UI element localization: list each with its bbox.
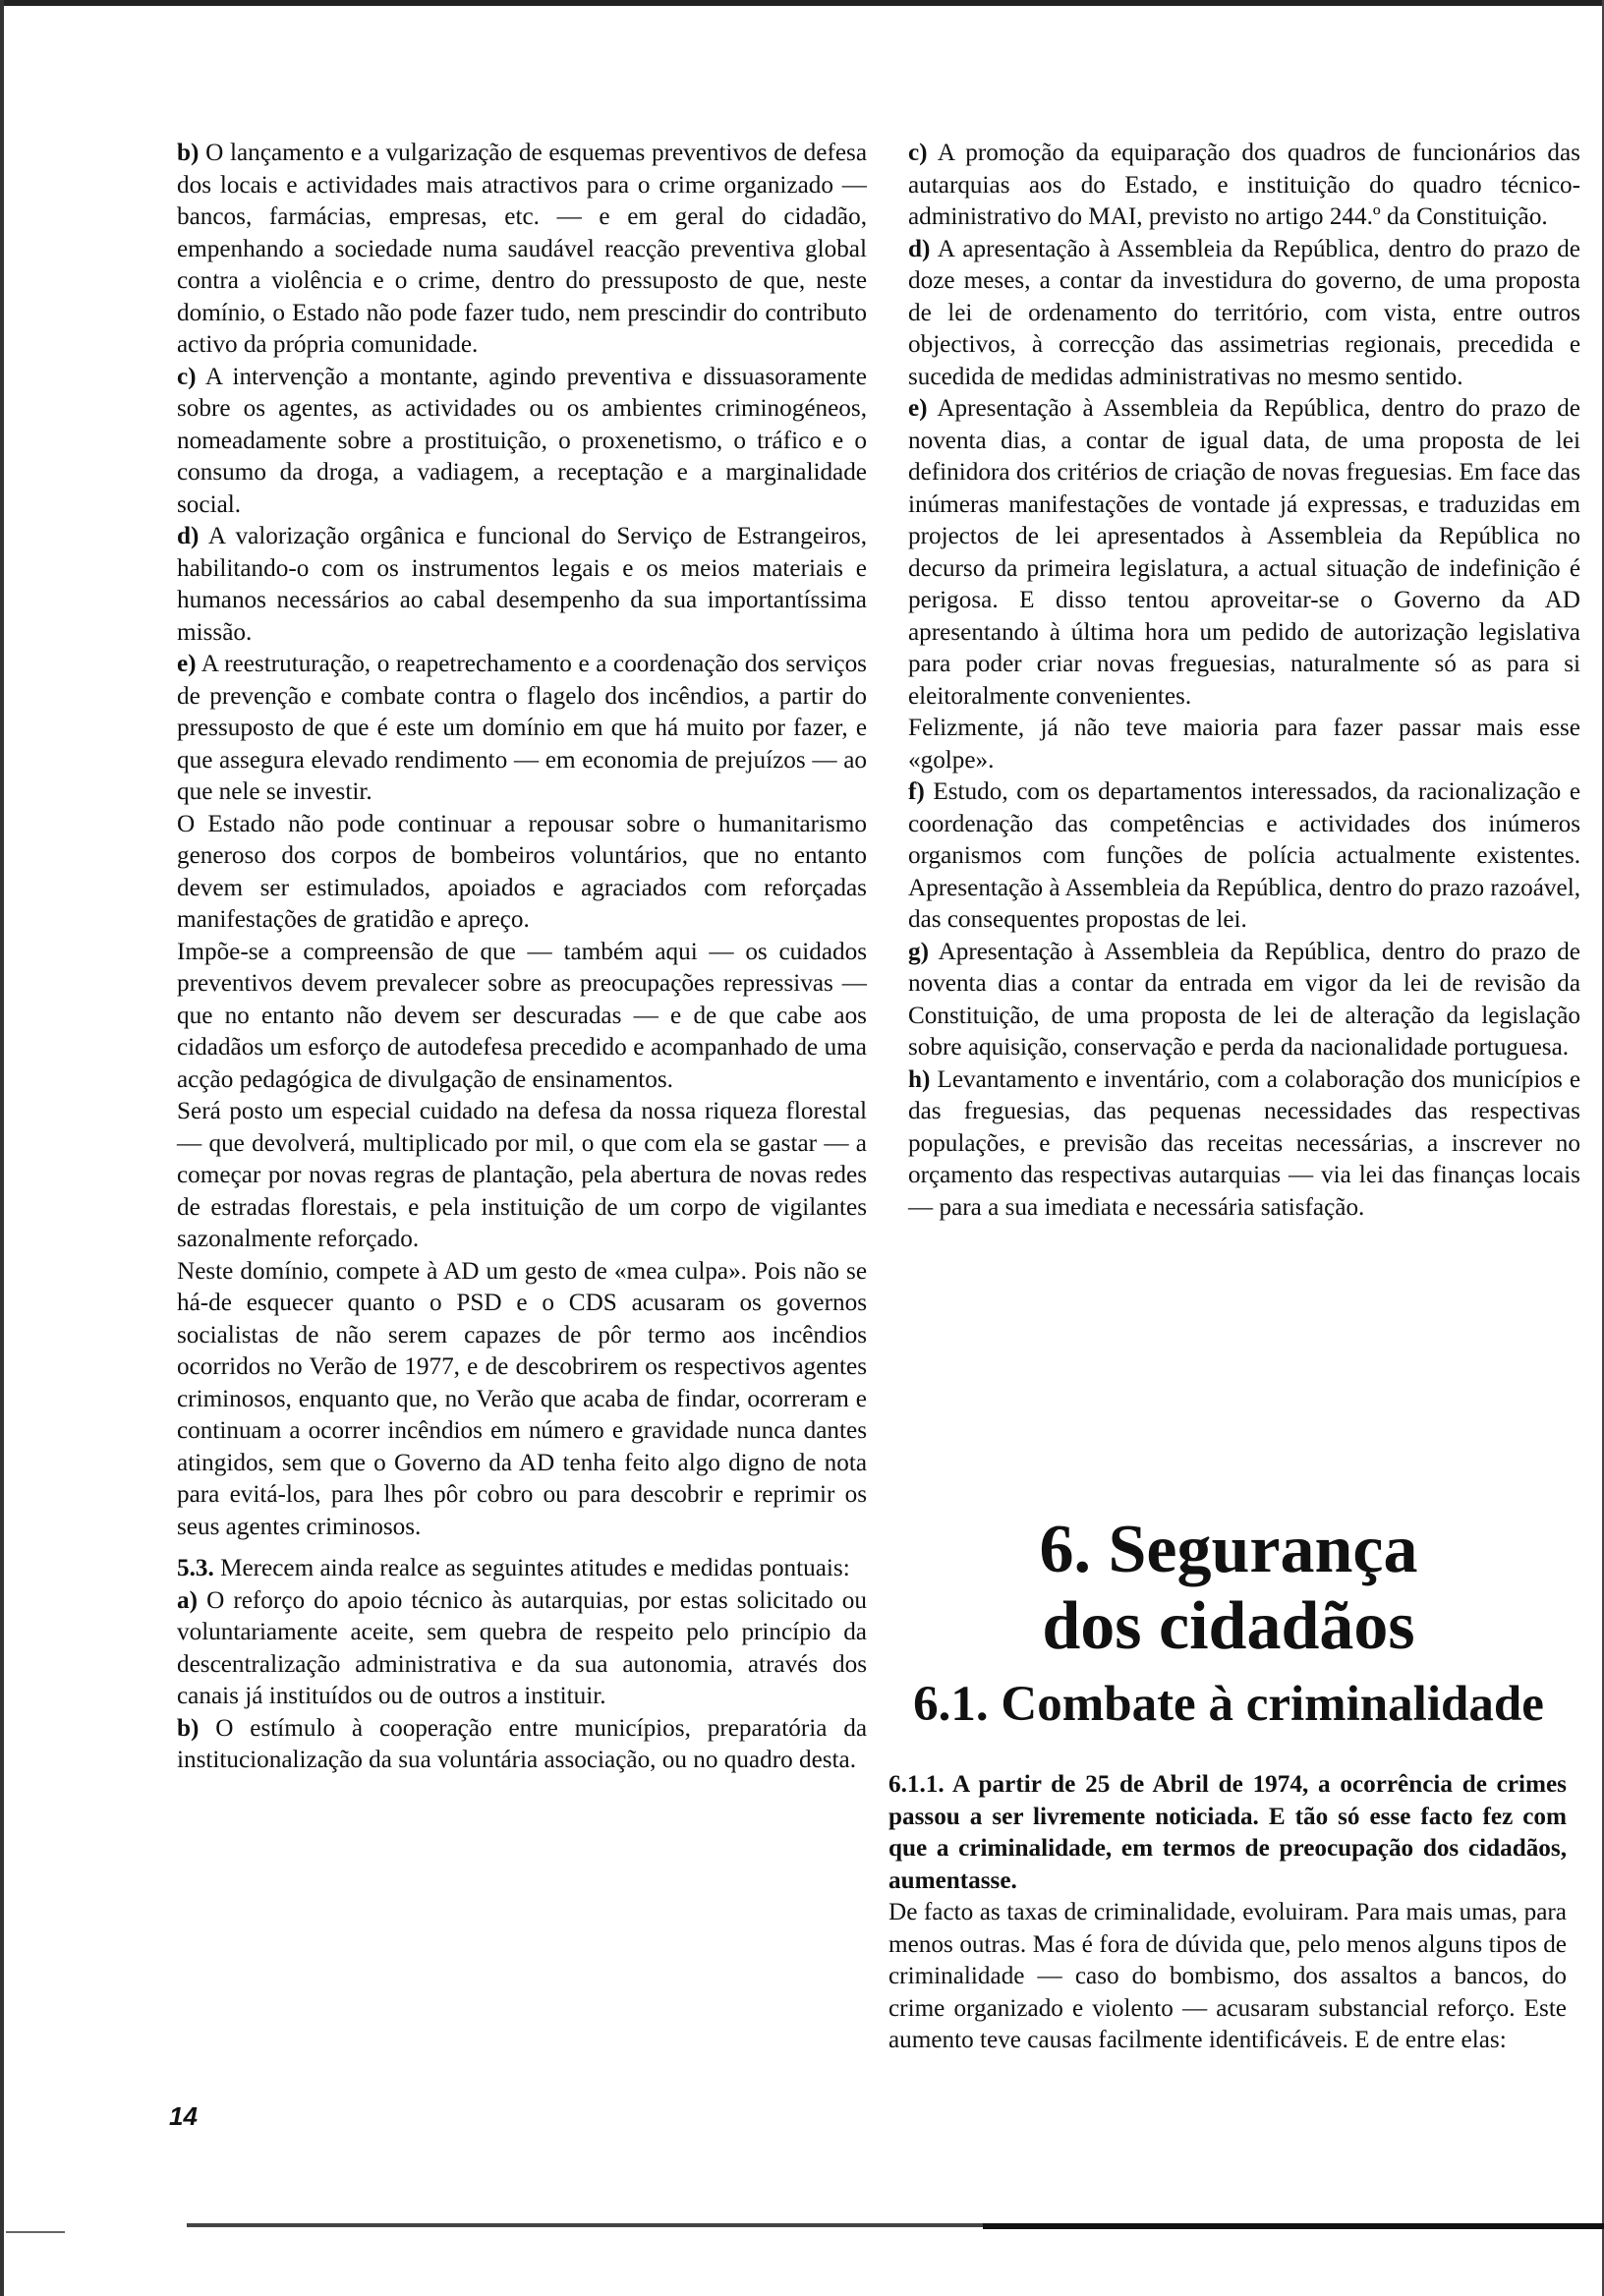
item-text: Apresentação à Assembleia da República, dentro do prazo de noventa dias a contar da entrada em vigor da lei de revisão da Constituição, de uma proposta de lei de alteração da legislação sobre aquisição, conservação e perda da nacionalidade portuguesa.	[908, 938, 1580, 1061]
item-text: Levantamento e inventário, com a colaboração dos municípios e das freguesias, das pequenas necessidades das respectivas populações, e previsão das receitas necessárias, a inscrever no orçamento das respectivas autarquias — via lei das finanças locais — para a sua imediata e necessária satisfação.	[908, 1065, 1580, 1221]
left-column	[177, 138, 867, 1777]
bottom-rule-thick	[983, 2223, 1604, 2229]
item-c-right	[908, 138, 1580, 234]
paragraph-felizmente: Felizmente, já não teve maioria para fazer passar mais esse «golpe».	[908, 715, 1580, 774]
paragraph-neste: Neste domínio, compete à AD um gesto de «mea culpa». Pois não se há-de esquecer quanto o PSD e o CDS acusaram os governos socialistas de não serem capazes de pôr termo aos incêndios ocorridos no Verão de 1977, e de descobrirem os respectivos agentes criminosos, enquanto que, no Verão que acaba de findar, ocorreram e continuam a ocorrer incêndios em número e gravidade nunca dantes atingidos, sem que o Governo da AD tenha feito algo digno de nota para evitá-los, para lhes pôr cobro ou para descobrir e reprimir os seus agentes criminosos.	[177, 1257, 867, 1540]
item-text: O estímulo à cooperação entre municípios, preparatória da institucionalização da sua voluntária associação, ou no quadro desta.	[177, 1714, 868, 1773]
item-a2	[177, 1585, 867, 1713]
item-text: O lançamento e a vulgarização de esquemas preventivos de defesa dos locais e actividades mais atractivos para o crime organizado — bancos, farmácias, empresas, etc. — e em geral do cidadão, empenhando a sociedade numa saudável reacção preventiva global contra a violência e o crime, dentro do pressuposto de que, neste domínio, o Estado não pode fazer tudo, nem prescindir do contributo activo da própria comunidade.	[177, 140, 868, 358]
item-text: Estudo, com os departamentos interessados, da racionalização e coordenação das competências e actividades dos inúmeros organismos com funções de polícia actualmente existentes. Apresentação à Assembleia da República, dentro do prazo razoável, das consequentes propostas de lei.	[908, 778, 1581, 933]
page-number: 14	[169, 2101, 198, 2131]
section-text: Merecem ainda realce as seguintes atitudes e medidas pontuais:	[220, 1555, 850, 1581]
section-title	[885, 1512, 1573, 1665]
item-text: Apresentação à Assembleia da República, dentro do prazo de noventa dias, a contar de igual data, de uma proposta de lei definidora dos critérios de criação de novas freguesias. Em face das inúmeras manifestações de vontade já expressas, e traduzidas em projectos de lei apresentados à Assembleia da República no decurso da primeira legislatura, a actual situação de indefinição é perigosa. E disso tentou aproveitar-se o Governo da AD apresentando à última hora um pedido de autorização legislativa para poder criar novas freguesias, naturalmente só as para si eleitoralmente convenientes.	[908, 395, 1580, 710]
scan-mark	[6, 2231, 65, 2233]
item-label: e)	[177, 651, 197, 677]
item-d-right	[908, 234, 1580, 394]
paragraph-impoe: Impõe-se a compreensão de que — também aqui — os cuidados preventivos devem prevalecer sobre as preocupações repressivas — que no entanto não devem ser descuradas — e de que cabe aos cidadãos um esforço de autodefesa precedido e acompanhado de uma acção pedagógica de divulgação de ensinamentos.	[177, 938, 867, 1093]
right-column	[908, 138, 1580, 1224]
item-label: b)	[177, 1714, 200, 1742]
item-text: A valorização orgânica e funcional do Serviço de Estrangeiros, habilitando-o com os instrumentos legais e os meios materiais e humanos necessários ao cabal desempenho da sua importantíssima missão.	[177, 523, 867, 646]
item-label: f)	[908, 778, 925, 805]
section-title-line-2: dos cidadãos	[1042, 1588, 1415, 1664]
item-label: b)	[177, 140, 200, 166]
section-5-3	[177, 1553, 867, 1585]
item-label: e)	[908, 395, 928, 422]
paragraph-6-1-1: 6.1.1. A partir de 25 de Abril de 1974, a ocorrência de crimes passou a ser livremente noticiada. E tão só esse facto fez com que a criminalidade, em termos de preocupação dos cidadãos, aumentasse.	[888, 1771, 1567, 1894]
item-d	[177, 521, 867, 649]
paragraph-estado: O Estado não pode continuar a repousar sobre o humanitarismo generoso dos corpos de bombeiros voluntários, que no entanto devem ser estimulados, apoiados e agraciados com reforçadas manifestações de gratidão e apreço.	[177, 810, 867, 933]
item-label: h)	[908, 1065, 931, 1093]
item-f-right	[908, 776, 1580, 937]
item-label: g)	[908, 938, 929, 965]
section-number: 5.3.	[177, 1555, 214, 1581]
item-label: c)	[908, 140, 928, 166]
page-border-top	[0, 0, 1604, 6]
item-text: A apresentação à Assembleia da República, dentro do prazo de doze meses, a contar da investidura do governo, de uma proposta de lei de ordenamento do território, com vista, entre outros objectivos, à correcção das assimetrias regionais, precedida e sucedida de medidas administrativas no mesmo sentido.	[908, 235, 1580, 390]
item-text: A promoção da equiparação dos quadros de funcionários das autarquias aos do Estado, e instituição do quadro técnico-administrativo do MAI, previsto no artigo 244.º da Constituição.	[908, 140, 1580, 230]
item-c	[177, 362, 867, 522]
subsection-body	[888, 1769, 1567, 2057]
item-text: O reforço do apoio técnico às autarquias, por estas solicitado ou voluntariamente aceite, sem quebra de respeito pelo princípio da descentralização administrativa e da sua autonomia, através dos canais já instituídos ou de outros a instituir.	[177, 1586, 867, 1709]
page-border-left	[0, 0, 4, 2296]
item-g-right	[908, 937, 1580, 1064]
item-text: A intervenção a montante, agindo preventiva e dissuasoramente sobre os agentes, as actividades ou os ambientes criminogéneos, nomeadamente sobre a prostituição, o proxenetismo, o tráfico e o consumo da droga, a vadiagem, a receptação e a marginalidade social.	[177, 363, 867, 518]
subsection-title: 6.1. Combate à criminalidade	[913, 1677, 1544, 1732]
item-e	[177, 649, 867, 809]
item-label: d)	[177, 523, 200, 549]
item-b2	[177, 1713, 867, 1777]
item-h-right	[908, 1064, 1580, 1225]
item-label: c)	[177, 363, 197, 390]
item-label: d)	[908, 235, 931, 262]
paragraph-sera: Será posto um especial cuidado na defesa da nossa riqueza florestal — que devolverá, multiplicado por mil, o que com ela se gastar — a começar por novas regras de plantação, pela abertura de novas redes de estradas florestais, e pela instituição de um corpo de vigilantes sazonalmente reforçado.	[177, 1098, 867, 1252]
item-b	[177, 138, 867, 362]
section-title-line-1: 6. Segurança	[1039, 1512, 1418, 1587]
item-text: A reestruturação, o reapetrechamento e a coordenação dos serviços de prevenção e combate contra o flagelo dos incêndios, a partir do pressuposto de que é este um domínio em que há muito por fazer, e que assegura elevado rendimento — em economia de prejuízos — ao que nele se investir.	[177, 651, 867, 805]
item-label: a)	[177, 1586, 198, 1614]
paragraph-criminalidade: De facto as taxas de criminalidade, evoluiram. Para mais umas, para menos outras. Mas é fora de dúvida que, pelo menos alguns tipos de criminalidade — caso do bombismo, dos assaltos a bancos, do crime organizado e violento — acusaram substancial reforço. Este aumento teve causas facilmente identificáveis. E de entre elas:	[888, 1899, 1567, 2053]
item-e-right	[908, 393, 1580, 713]
